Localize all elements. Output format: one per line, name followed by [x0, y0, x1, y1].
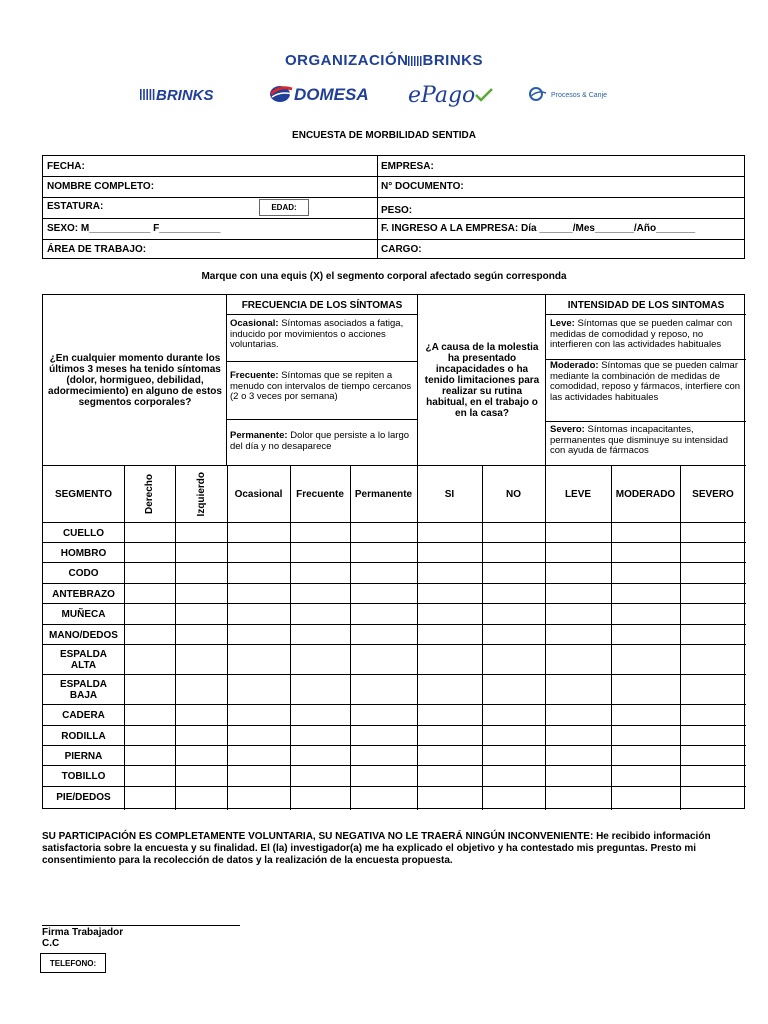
table-cell[interactable] — [482, 543, 545, 563]
table-cell[interactable] — [350, 705, 417, 726]
table-cell[interactable] — [124, 705, 175, 726]
table-cell[interactable] — [611, 787, 680, 808]
cargo-field[interactable]: CARGO: — [381, 243, 422, 255]
table-cell[interactable] — [124, 746, 175, 766]
table-cell[interactable] — [482, 746, 545, 766]
table-cell[interactable] — [545, 675, 611, 705]
table-cell[interactable] — [482, 645, 545, 675]
brinks-logo: BRINKS — [140, 82, 214, 108]
table-cell[interactable] — [611, 766, 680, 787]
table-cell[interactable] — [124, 675, 175, 705]
table-cell[interactable] — [290, 787, 350, 808]
table-cell[interactable] — [417, 746, 482, 766]
table-cell[interactable] — [545, 523, 611, 543]
table-cell[interactable] — [545, 543, 611, 563]
ocasional-description: Ocasional: Síntomas asociados a fatiga, inducido por movimientos o acciones voluntarias. — [230, 318, 404, 350]
table-cell[interactable] — [350, 787, 417, 808]
table-cell[interactable] — [482, 563, 545, 584]
org-brand-text: BRINKS — [422, 52, 483, 69]
table-cell[interactable] — [227, 645, 290, 675]
table-cell[interactable] — [611, 705, 680, 726]
column-izquierdo: Izquierdo — [195, 471, 207, 517]
table-cell[interactable] — [175, 543, 227, 563]
organization-title — [0, 52, 768, 70]
column-si: SI — [444, 488, 455, 500]
table-cell[interactable] — [680, 604, 746, 625]
table-cell[interactable] — [482, 523, 545, 543]
table-cell[interactable] — [680, 705, 746, 726]
segment-label: TOBILLO — [61, 771, 106, 782]
table-cell[interactable] — [175, 645, 227, 675]
segment-label: ANTEBRAZO — [52, 588, 115, 600]
table-cell[interactable] — [290, 675, 350, 705]
column-permanente: Permanente — [354, 488, 413, 500]
table-cell[interactable] — [611, 543, 680, 563]
table-cell[interactable] — [175, 746, 227, 766]
area-field[interactable]: ÁREA DE TRABAJO: — [47, 243, 147, 255]
table-cell[interactable] — [545, 746, 611, 766]
table-cell[interactable] — [175, 584, 227, 604]
table-cell[interactable] — [350, 675, 417, 705]
column-ocasional: Ocasional — [234, 488, 283, 500]
table-cell[interactable] — [680, 645, 746, 675]
table-cell[interactable] — [175, 675, 227, 705]
column-no: NO — [506, 488, 521, 500]
table-cell[interactable] — [175, 604, 227, 625]
table-cell[interactable] — [680, 543, 746, 563]
segment-label: PIERNA — [64, 750, 103, 762]
table-cell[interactable] — [124, 726, 175, 746]
table-cell[interactable] — [680, 726, 746, 746]
table-cell[interactable] — [545, 705, 611, 726]
segment-label: CADERA — [62, 710, 105, 721]
table-cell[interactable] — [417, 584, 482, 604]
table-cell[interactable] — [124, 625, 175, 645]
table-cell[interactable] — [290, 563, 350, 584]
table-cell[interactable] — [227, 675, 290, 705]
consent-text: SU PARTICIPACIÓN ES COMPLETAMENTE VOLUNTARIA, SU NEGATIVA NO LE TRAERÁ NINGÚN INCONVENIENTE: He recibido información satisfactoria sobre la encuesta y su finalidad. El (la) investigador(a) me ha explicado el objetivo y ha contestado mis preguntas. Presto mi consentimiento para la recolección de datos y la realización de la encuesta propuesta. — [42, 831, 711, 866]
table-cell[interactable] — [290, 625, 350, 645]
table-cell[interactable] — [417, 604, 482, 625]
table-cell[interactable] — [227, 726, 290, 746]
table-cell[interactable] — [417, 787, 482, 808]
table-cell[interactable] — [611, 523, 680, 543]
table-cell[interactable] — [482, 726, 545, 746]
table-cell[interactable] — [290, 705, 350, 726]
table-cell[interactable] — [124, 766, 175, 787]
column-segmento: SEGMENTO — [54, 488, 113, 500]
grid-vline — [545, 295, 546, 466]
column-leve: LEVE — [564, 488, 592, 500]
segment-label: PIE/DEDOS — [56, 792, 111, 803]
table-cell[interactable] — [227, 787, 290, 808]
signature-line[interactable] — [42, 925, 240, 926]
table-cell[interactable] — [482, 787, 545, 808]
table-cell[interactable] — [227, 563, 290, 584]
table-cell[interactable] — [417, 523, 482, 543]
segment-label: MUÑECA — [61, 609, 106, 620]
table-cell[interactable] — [482, 625, 545, 645]
column-severo: SEVERO — [692, 488, 734, 500]
table-cell[interactable] — [175, 726, 227, 746]
table-cell[interactable] — [290, 766, 350, 787]
empresa-field[interactable]: EMPRESA: — [381, 160, 434, 172]
table-cell[interactable] — [417, 625, 482, 645]
symptoms-table — [42, 294, 745, 809]
table-cell[interactable] — [227, 746, 290, 766]
table-cell[interactable] — [417, 705, 482, 726]
table-cell[interactable] — [124, 604, 175, 625]
table-cell[interactable] — [680, 766, 746, 787]
segment-label: HOMBRO — [60, 547, 107, 559]
documento-field[interactable]: N° DOCUMENTO: — [381, 181, 464, 192]
column-derecho: Derecho — [144, 473, 155, 514]
frecuencia-title: FRECUENCIA DE LOS SÍNTOMAS — [241, 299, 403, 311]
table-cell[interactable] — [124, 584, 175, 604]
table-cell[interactable] — [350, 584, 417, 604]
table-cell[interactable] — [124, 543, 175, 563]
table-cell[interactable] — [482, 604, 545, 625]
permanente-description: Permanente: Dolor que persiste a lo largo del día y no desaparece — [230, 430, 410, 452]
table-cell[interactable] — [350, 543, 417, 563]
question-limitations: ¿A causa de la molestia ha presentado incapacidades o ha tenido limitaciones para realizar su rutina habitual, en el trabajo o en la casa? — [424, 341, 540, 419]
table-cell[interactable] — [417, 543, 482, 563]
table-cell[interactable] — [611, 675, 680, 705]
leve-description: Leve: Síntomas que se pueden calmar con medidas de comodidad y reposo, no interfieren con las actividades habituales — [550, 318, 733, 350]
table-cell[interactable] — [545, 726, 611, 746]
table-cell[interactable] — [545, 787, 611, 808]
table-cell[interactable] — [545, 604, 611, 625]
table-cell[interactable] — [175, 563, 227, 584]
table-cell[interactable] — [290, 746, 350, 766]
segment-label: MANO/DEDOS — [49, 629, 118, 641]
column-moderado: MODERADO — [615, 488, 676, 500]
severo-description: Severo: Síntomas incapacitantes, permanentes que disminuye su intensidad con ayuda de fármacos — [550, 424, 728, 456]
table-cell[interactable] — [227, 604, 290, 625]
sexo-field[interactable]: SEXO: M___________ F___________ — [47, 223, 221, 234]
table-cell[interactable] — [350, 726, 417, 746]
table-cell[interactable] — [545, 645, 611, 675]
info-table — [42, 155, 745, 259]
domesa-logo: DOMESA — [268, 82, 369, 108]
segment-label: RODILLA — [61, 730, 106, 742]
table-cell[interactable] — [545, 563, 611, 584]
instruction-text: Marque con una equis (X) el segmento corporal afectado según corresponda — [201, 271, 567, 282]
table-cell[interactable] — [124, 563, 175, 584]
table-cell[interactable] — [124, 787, 175, 808]
ingreso-field[interactable]: F. INGRESO A LA EMPRESA: Día ______/Mes_______/Año_______ — [381, 223, 696, 234]
org-title-text: ORGANIZACIÓN — [284, 52, 409, 69]
table-cell[interactable] — [417, 645, 482, 675]
moderado-description: Moderado: Síntomas que se pueden calmar mediante la combinación de medidas de comodidad, reposo y fármacos, interfiere con las actividades habituales — [550, 360, 741, 403]
table-cell[interactable] — [290, 604, 350, 625]
table-cell[interactable] — [227, 705, 290, 726]
table-cell[interactable] — [545, 584, 611, 604]
table-cell[interactable] — [350, 746, 417, 766]
question-symptoms: ¿En cualquier momento durante los últimos 3 meses ha tenido síntomas (dolor, hormigueo, debilidad, adormecimiento) en alguno de estos segmentos corporales? — [48, 352, 222, 408]
table-cell[interactable] — [611, 584, 680, 604]
table-cell[interactable] — [290, 523, 350, 543]
segment-label: ESPALDA BAJA — [59, 679, 108, 701]
table-cell[interactable] — [545, 766, 611, 787]
table-cell[interactable] — [227, 625, 290, 645]
grid-vline — [417, 295, 418, 466]
segment-label: ESPALDA ALTA — [59, 649, 108, 671]
table-cell[interactable] — [482, 766, 545, 787]
survey-title: ENCUESTA DE MORBILIDAD SENTIDA — [292, 130, 476, 141]
table-cell[interactable] — [417, 675, 482, 705]
table-cell[interactable] — [611, 604, 680, 625]
cc-label: C.C — [42, 938, 60, 949]
table-cell[interactable] — [175, 625, 227, 645]
procesos-logo: Procesos & Canje — [528, 82, 607, 108]
table-cell[interactable] — [350, 604, 417, 625]
table-cell[interactable] — [350, 625, 417, 645]
table-cell[interactable] — [680, 675, 746, 705]
table-cell[interactable] — [290, 543, 350, 563]
estatura-field[interactable]: ESTATURA: — [47, 201, 104, 212]
table-cell[interactable] — [227, 543, 290, 563]
table-cell[interactable] — [227, 523, 290, 543]
edad-field[interactable]: EDAD: — [259, 199, 309, 216]
telefono-field[interactable]: TELEFONO: — [40, 953, 106, 973]
intensidad-title: INTENSIDAD DE LOS SINTOMAS — [567, 299, 725, 311]
table-cell[interactable] — [227, 584, 290, 604]
epago-logo: ePago — [408, 82, 493, 108]
table-cell[interactable] — [290, 726, 350, 746]
brinks-bars-icon — [140, 87, 156, 104]
nombre-field[interactable]: NOMBRE COMPLETO: — [47, 181, 155, 192]
table-cell[interactable] — [350, 766, 417, 787]
table-cell[interactable] — [545, 625, 611, 645]
table-cell[interactable] — [350, 563, 417, 584]
table-cell[interactable] — [175, 787, 227, 808]
table-cell[interactable] — [611, 645, 680, 675]
table-cell[interactable] — [290, 645, 350, 675]
table-cell[interactable] — [680, 625, 746, 645]
table-cell[interactable] — [227, 766, 290, 787]
domesa-emblem-icon — [268, 83, 294, 108]
table-cell[interactable] — [611, 746, 680, 766]
signature-label: Firma Trabajador — [42, 927, 124, 938]
table-cell[interactable] — [124, 645, 175, 675]
table-cell[interactable] — [680, 746, 746, 766]
table-cell[interactable] — [175, 766, 227, 787]
grid-hline — [226, 361, 417, 362]
brinks-bars-icon — [408, 53, 422, 70]
column-frecuente: Frecuente — [296, 488, 344, 500]
grid-hline — [545, 421, 746, 422]
table-cell[interactable] — [611, 563, 680, 584]
table-cell[interactable] — [124, 523, 175, 543]
table-cell[interactable] — [680, 787, 746, 808]
segment-label: CODO — [68, 568, 99, 579]
table-cell[interactable] — [611, 726, 680, 746]
table-cell[interactable] — [417, 563, 482, 584]
table-cell[interactable] — [175, 705, 227, 726]
table-cell[interactable] — [482, 705, 545, 726]
table-cell[interactable] — [482, 584, 545, 604]
table-cell[interactable] — [350, 645, 417, 675]
frecuente-description: Frecuente: Síntomas que se repiten a menudo con intervalos de tiempo cercanos (2 o 3 veces por semana) — [230, 370, 412, 402]
table-cell[interactable] — [417, 726, 482, 746]
segment-label: CUELLO — [62, 527, 105, 539]
peso-field[interactable]: PESO: — [381, 205, 413, 216]
grid-hline — [226, 419, 417, 420]
globe-swirl-icon — [528, 86, 548, 104]
checkmark-icon — [475, 83, 493, 108]
table-cell[interactable] — [290, 584, 350, 604]
table-cell[interactable] — [482, 675, 545, 705]
table-cell[interactable] — [611, 625, 680, 645]
table-cell[interactable] — [175, 523, 227, 543]
table-cell[interactable] — [680, 563, 746, 584]
table-cell[interactable] — [680, 523, 746, 543]
table-cell[interactable] — [680, 584, 746, 604]
fecha-field[interactable]: FECHA: — [47, 160, 85, 172]
table-cell[interactable] — [350, 523, 417, 543]
table-cell[interactable] — [417, 766, 482, 787]
